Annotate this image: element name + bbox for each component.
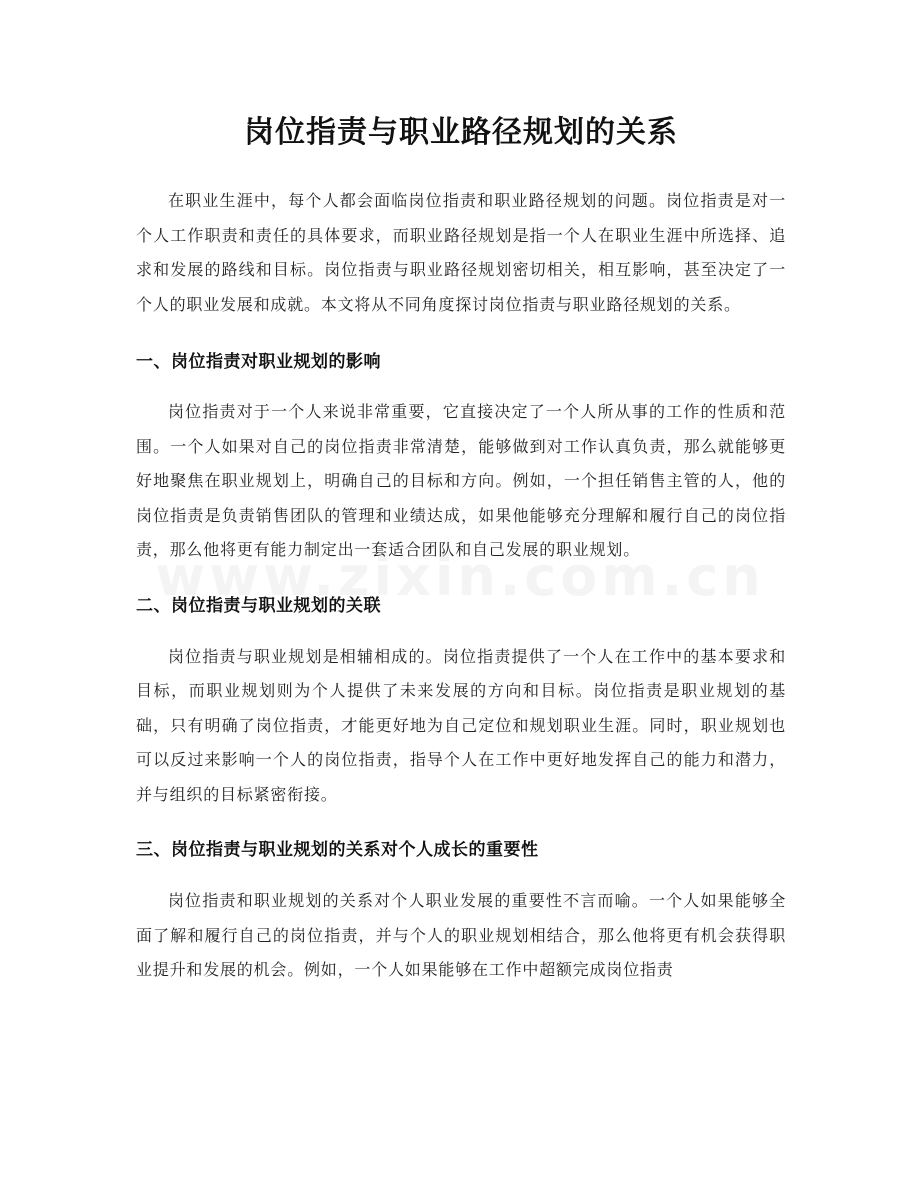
section-heading-2: 二、岗位指责与职业规划的关联: [136, 595, 381, 616]
section-heading-1: 一、岗位指责对职业规划的影响: [136, 352, 381, 372]
intro-paragraph: 在职业生涯中，每个人都会面临岗位指责和职业路径规划的问题。岗位指责是对一个人工作职责和责任的具体要求，而职业路径规划是指一个人在职业生涯中所选择、追求和发展的路线和目标。岗位指责与职业路径规划密切相关，相互影响，甚至决定了一个人的职业发展和成就。本文将从不同角度探讨岗位指责与职业路径规划的关系。: [136, 191, 786, 314]
section-heading-3: 三、岗位指责与职业规划的关系对个人成长的重要性: [136, 840, 539, 860]
section-body-1: 岗位指责对于一个人来说非常重要，它直接决定了一个人所从事的工作的性质和范围。一个人如果对自己的岗位指责非常清楚，能够做到对工作认真负责，那么就能够更好地聚焦在职业规划上，明确自己的目标和方向。例如，一个担任销售主管的人，他的岗位指责是负责销售团队的管理和业绩达成，如果他能够充分理解和履行自己的岗位指责，那么他将更有能力制定出一套适合团队和自己发展的职业规划。: [136, 402, 786, 559]
section-body-3: 岗位指责和职业规划的关系对个人职业发展的重要性不言而喻。一个人如果能够全面了解和履行自己的岗位指责，并与个人的职业规划相结合，那么他将更有机会获得职业提升和发展的机会。例如，一个人如果能够在工作中超额完成岗位指责: [136, 891, 786, 979]
section-body-2: 岗位指责与职业规划是相辅相成的。岗位指责提供了一个人在工作中的基本要求和目标，而职业规划则为个人提供了未来发展的方向和目标。岗位指责是职业规划的基础，只有明确了岗位指责，才能更好地为自己定位和规划职业生涯。同时，职业规划也可以反过来影响一个人的岗位指责，指导个人在工作中更好地发挥自己的能力和潜力，并与组织的目标紧密衔接。: [136, 646, 786, 804]
page-title: 岗位指责与职业路径规划的关系: [244, 115, 678, 150]
document-content: [136, 0, 786, 988]
